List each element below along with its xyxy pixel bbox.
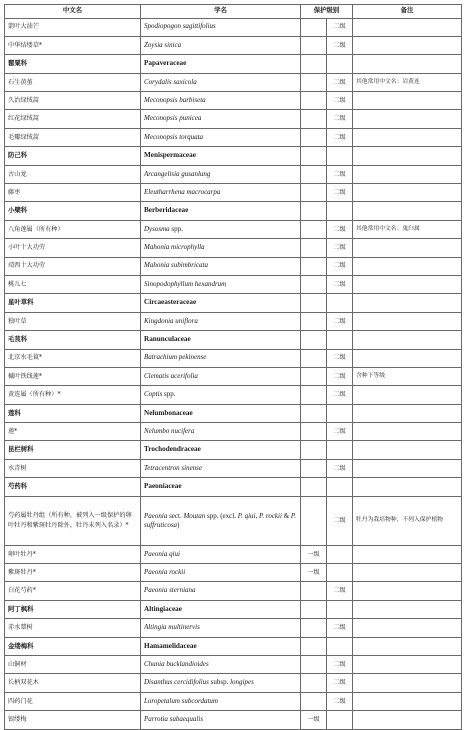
protection-level-2-cell: 二级 (327, 582, 353, 600)
scientific-name-cell (141, 165, 301, 183)
remarks-cell (353, 128, 462, 146)
protection-level-2-cell (327, 294, 353, 312)
sci-name-italic: Sinopodophyllum hexandrum (144, 279, 227, 288)
sci-name-italic: Dysosma (144, 224, 170, 233)
protection-level-2-cell (327, 600, 353, 618)
protection-level-1-cell (301, 423, 327, 441)
sci-name-roman: Berberidaceae (144, 206, 189, 215)
table-row (5, 564, 462, 582)
protection-level-2-cell: 二级 (327, 367, 353, 385)
protection-level-1-cell (301, 275, 327, 293)
scientific-name-cell (141, 92, 301, 110)
protected-plants-table (4, 4, 462, 730)
sci-name-italic: Altingia multinervis (144, 623, 200, 632)
sci-name-italic: Meconopsis punicea (144, 114, 202, 123)
chinese-name-cell: 卵叶牡丹* (5, 545, 141, 563)
table-row (5, 582, 462, 600)
sci-name-roman: subsp. (208, 678, 231, 687)
table-row (5, 92, 462, 110)
remarks-cell (353, 257, 462, 275)
protection-level-2-cell (327, 147, 353, 165)
chinese-name-cell: 八角莲属（所有种） (5, 220, 141, 238)
protection-level-2-cell: 二级 (327, 275, 353, 293)
sci-name-roman: Trochodendraceae (144, 445, 201, 454)
table-row (5, 496, 462, 545)
family-chinese-name: 罂粟科 (5, 55, 141, 73)
remarks-cell (353, 386, 462, 404)
protection-level-1-cell (301, 331, 327, 349)
sci-name-italic: Meconopsis torquata (144, 132, 204, 141)
protection-level-1-cell (301, 18, 327, 36)
remarks-cell: 其他常用中文名：岩黄连 (353, 73, 462, 91)
remarks-cell (353, 423, 462, 441)
sci-name-italic: Moutan (183, 511, 206, 520)
family-row (5, 600, 462, 618)
sci-name-roman: Ranunculaceae (144, 335, 191, 344)
family-chinese-name: 昆栏树科 (5, 441, 141, 459)
header-scientific-name: 学名 (141, 5, 301, 19)
protection-level-2-cell: 二级 (327, 349, 353, 367)
protection-level-2-cell: 二级 (327, 165, 353, 183)
remarks-cell (353, 692, 462, 710)
scientific-name-cell (141, 459, 301, 477)
remarks-cell (353, 441, 462, 459)
table-row (5, 619, 462, 637)
chinese-name-cell: 毛瓣绿绒蒿 (5, 128, 141, 146)
protection-level-2-cell: 二级 (327, 656, 353, 674)
scientific-name-cell (141, 312, 301, 330)
sci-name-italic: Coptis (144, 390, 163, 399)
chinese-name-cell: 红花绿绒蒿 (5, 110, 141, 128)
family-row (5, 147, 462, 165)
sci-name-italic: Kingdonia uniflora (144, 316, 198, 325)
protection-level-1-cell: 一级 (301, 545, 327, 563)
table-body (5, 18, 462, 729)
remarks-cell (353, 92, 462, 110)
family-chinese-name: 阿丁枫科 (5, 600, 141, 618)
remarks-cell (353, 18, 462, 36)
protection-level-1-cell (301, 220, 327, 238)
protection-level-1-cell (301, 165, 327, 183)
scientific-name-cell (141, 545, 301, 563)
protection-level-1-cell (301, 582, 327, 600)
protection-level-1-cell (301, 367, 327, 385)
family-chinese-name: 星叶草科 (5, 294, 141, 312)
protection-level-2-cell (327, 545, 353, 563)
scientific-name-cell (141, 349, 301, 367)
protection-level-2-cell: 二级 (327, 674, 353, 692)
chinese-name-cell: 银缕梅 (5, 711, 141, 729)
remarks-cell (353, 711, 462, 729)
remarks-cell (353, 478, 462, 496)
sci-name-roman: Circaeasteraceae (144, 298, 197, 307)
remarks-cell (353, 239, 462, 257)
scientific-name-cell (141, 656, 301, 674)
chinese-name-cell: 中华结缕草* (5, 36, 141, 54)
protection-level-1-cell (301, 459, 327, 477)
protection-level-1-cell (301, 656, 327, 674)
chinese-name-cell: 北京水毛茛* (5, 349, 141, 367)
remarks-cell (353, 404, 462, 422)
table-row (5, 656, 462, 674)
protection-level-1-cell (301, 619, 327, 637)
table-row (5, 257, 462, 275)
family-row (5, 202, 462, 220)
protection-level-2-cell: 二级 (327, 459, 353, 477)
family-row (5, 55, 462, 73)
protection-level-1-cell (301, 92, 327, 110)
chinese-name-cell: 黄连属（所有种）* (5, 386, 141, 404)
table-row (5, 367, 462, 385)
table-row (5, 275, 462, 293)
chinese-name-cell: 靖西十大功劳 (5, 257, 141, 275)
protection-level-1-cell (301, 496, 327, 545)
protection-level-2-cell: 二级 (327, 128, 353, 146)
sci-name-roman: Menispermaceae (144, 151, 196, 160)
scientific-name-cell (141, 423, 301, 441)
sci-name-roman: sect. (167, 511, 184, 520)
chinese-name-cell: 古山龙 (5, 165, 141, 183)
remarks-cell (353, 312, 462, 330)
chinese-name-cell: 长柄双花木 (5, 674, 141, 692)
table-row (5, 73, 462, 91)
protection-level-1-cell (301, 239, 327, 257)
sci-name-italic: Corydalis saxicola (144, 77, 197, 86)
sci-name-italic: Paeonia rockii (144, 567, 186, 576)
chinese-name-cell: 小叶十大功劳 (5, 239, 141, 257)
chinese-name-cell: 山铜材 (5, 656, 141, 674)
scientific-name-cell (141, 582, 301, 600)
family-scientific-name (141, 55, 301, 73)
scientific-name-cell (141, 73, 301, 91)
family-row (5, 441, 462, 459)
scientific-name-cell (141, 184, 301, 202)
chinese-name-cell: 紫斑牡丹* (5, 564, 141, 582)
table-row (5, 349, 462, 367)
scientific-name-cell (141, 220, 301, 238)
protection-level-1-cell (301, 312, 327, 330)
sci-name-roman: spp. (162, 390, 176, 399)
remarks-cell (353, 275, 462, 293)
family-scientific-name (141, 404, 301, 422)
scientific-name-cell (141, 367, 301, 385)
family-row (5, 637, 462, 655)
sci-name-roman: spp. (excl. (205, 511, 238, 520)
family-chinese-name: 金缕梅科 (5, 637, 141, 655)
chinese-name-cell: 藤枣 (5, 184, 141, 202)
sci-name-italic: P. qiui, P. rockii (237, 511, 282, 520)
table-row (5, 545, 462, 563)
family-scientific-name (141, 331, 301, 349)
chinese-name-cell: 久治绿绒蒿 (5, 92, 141, 110)
protection-level-2-cell: 二级 (327, 220, 353, 238)
remarks-cell (353, 459, 462, 477)
protection-level-2-cell (327, 331, 353, 349)
protection-level-2-cell: 二级 (327, 18, 353, 36)
protection-level-2-cell: 二级 (327, 496, 353, 545)
sci-name-italic: Zoysia sinica (144, 40, 182, 49)
table-row (5, 692, 462, 710)
scientific-name-cell (141, 711, 301, 729)
remarks-cell (353, 545, 462, 563)
protection-level-2-cell: 二级 (327, 619, 353, 637)
protection-level-1-cell (301, 202, 327, 220)
sci-name-italic: Spodiopogon sagittifolius (144, 22, 216, 31)
protection-level-1-cell: 一级 (301, 564, 327, 582)
remarks-cell (353, 55, 462, 73)
sci-name-italic: Eleutharrhena macrocarpa (144, 187, 221, 196)
protection-level-1-cell (301, 478, 327, 496)
scientific-name-cell (141, 110, 301, 128)
chinese-name-cell: 芍药属牡丹组（所有种，被列入一级保护的卵叶牡丹和紫斑牡丹除外，牡丹未列入名录）* (5, 496, 141, 545)
scientific-name-cell (141, 275, 301, 293)
remarks-cell (353, 110, 462, 128)
family-row (5, 478, 462, 496)
chinese-name-cell: 石生黄堇 (5, 73, 141, 91)
sci-name-roman: & (281, 511, 291, 520)
scientific-name-cell (141, 619, 301, 637)
chinese-name-cell: 莲* (5, 423, 141, 441)
sci-name-italic: Disanthus cercidifolius (144, 678, 209, 687)
chinese-name-cell: 桃儿七 (5, 275, 141, 293)
sci-name-italic: Batrachium pekinense (144, 353, 207, 362)
protection-level-2-cell: 二级 (327, 36, 353, 54)
family-scientific-name (141, 441, 301, 459)
family-row (5, 404, 462, 422)
scientific-name-cell (141, 386, 301, 404)
sci-name-italic: Paeonia (144, 511, 168, 520)
protection-level-2-cell (327, 711, 353, 729)
family-scientific-name (141, 478, 301, 496)
protection-level-2-cell (327, 637, 353, 655)
family-scientific-name (141, 637, 301, 655)
chinese-name-cell: 箭叶大油芒 (5, 18, 141, 36)
table-row (5, 423, 462, 441)
header-remarks: 备注 (353, 5, 462, 19)
chinese-name-cell: 四药门花 (5, 692, 141, 710)
header-chinese-name: 中文名 (5, 5, 141, 19)
family-chinese-name: 防己科 (5, 147, 141, 165)
family-chinese-name: 莲科 (5, 404, 141, 422)
table-row (5, 36, 462, 54)
family-row (5, 331, 462, 349)
table-row (5, 220, 462, 238)
scientific-name-cell (141, 18, 301, 36)
family-scientific-name (141, 294, 301, 312)
protection-level-1-cell (301, 637, 327, 655)
protection-level-1-cell (301, 184, 327, 202)
protection-level-2-cell: 二级 (327, 692, 353, 710)
chinese-name-cell: 独叶草 (5, 312, 141, 330)
protection-level-1-cell: 一级 (301, 711, 327, 729)
protection-level-1-cell (301, 386, 327, 404)
sci-name-roman: spp. (169, 224, 183, 233)
protection-level-2-cell: 二级 (327, 423, 353, 441)
remarks-cell (353, 36, 462, 54)
family-scientific-name (141, 147, 301, 165)
sci-name-roman: ) (177, 520, 180, 529)
table-row (5, 459, 462, 477)
protection-level-1-cell (301, 36, 327, 54)
table-row (5, 18, 462, 36)
sci-name-roman: Hamamelidaceae (144, 641, 197, 650)
remarks-cell (353, 637, 462, 655)
protection-level-2-cell: 二级 (327, 184, 353, 202)
protection-level-2-cell: 二级 (327, 312, 353, 330)
family-scientific-name (141, 202, 301, 220)
chinese-name-cell: 白花芍药* (5, 582, 141, 600)
family-scientific-name (141, 600, 301, 618)
sci-name-italic: Paeonia qiui (144, 549, 180, 558)
sci-name-roman: Paeoniaceae (144, 482, 182, 491)
table-row (5, 128, 462, 146)
protection-level-2-cell (327, 202, 353, 220)
table-row (5, 312, 462, 330)
table-header-row (5, 5, 462, 19)
remarks-cell (353, 331, 462, 349)
sci-name-italic: Parrotia subaequalis (144, 715, 204, 724)
sci-name-italic: Chunia bucklandioides (144, 659, 209, 668)
sci-name-italic: P. suffruticosa (144, 511, 297, 529)
protection-level-2-cell (327, 55, 353, 73)
protection-level-2-cell (327, 478, 353, 496)
sci-name-roman: Nelumbonaceae (144, 408, 193, 417)
protection-level-2-cell (327, 441, 353, 459)
sci-name-italic: Tetracentron sinense (144, 463, 203, 472)
remarks-cell (353, 582, 462, 600)
remarks-cell (353, 202, 462, 220)
protection-level-1-cell (301, 294, 327, 312)
sci-name-italic: Loropetalum subcordatum (144, 696, 218, 705)
chinese-name-cell: 槭叶铁线莲* (5, 367, 141, 385)
sci-name-italic: Mahonia microphylla (144, 243, 205, 252)
protection-level-2-cell: 二级 (327, 257, 353, 275)
table-row (5, 184, 462, 202)
protection-level-1-cell (301, 128, 327, 146)
scientific-name-cell (141, 564, 301, 582)
scientific-name-cell (141, 257, 301, 275)
protection-level-1-cell (301, 73, 327, 91)
table-row (5, 711, 462, 729)
family-chinese-name: 小檗科 (5, 202, 141, 220)
family-chinese-name: 芍药科 (5, 478, 141, 496)
protection-level-2-cell: 二级 (327, 92, 353, 110)
sci-name-italic: Meconopsis barbiseta (144, 95, 206, 104)
scientific-name-cell (141, 36, 301, 54)
protection-level-2-cell: 二级 (327, 110, 353, 128)
chinese-name-cell: 水青树 (5, 459, 141, 477)
scientific-name-cell (141, 128, 301, 146)
sci-name-italic: Nelumbo nucifera (144, 426, 195, 435)
protection-level-1-cell (301, 692, 327, 710)
protection-level-1-cell (301, 349, 327, 367)
protection-level-1-cell (301, 147, 327, 165)
remarks-cell (353, 600, 462, 618)
table-row (5, 110, 462, 128)
family-row (5, 294, 462, 312)
header-protection-level: 保护级别 (301, 5, 353, 19)
table-row (5, 165, 462, 183)
sci-name-italic: Clematis acerifolia (144, 371, 198, 380)
protection-level-2-cell (327, 404, 353, 422)
remarks-cell (353, 294, 462, 312)
remarks-cell (353, 656, 462, 674)
protection-level-2-cell: 二级 (327, 73, 353, 91)
table-row (5, 386, 462, 404)
remarks-cell: 牡丹为栽培物种，不列入保护植物 (353, 496, 462, 545)
chinese-name-cell: 赤水蕈树 (5, 619, 141, 637)
remarks-cell: 含种下等级 (353, 367, 462, 385)
remarks-cell (353, 165, 462, 183)
protection-level-1-cell (301, 110, 327, 128)
protection-level-2-cell: 二级 (327, 239, 353, 257)
protection-level-2-cell (327, 564, 353, 582)
sci-name-italic: Mahonia subimbricata (144, 261, 208, 270)
scientific-name-cell (141, 496, 301, 545)
remarks-cell (353, 349, 462, 367)
protection-level-1-cell (301, 441, 327, 459)
protection-level-2-cell: 二级 (327, 386, 353, 404)
remarks-cell: 其他常用中文名：鬼臼属 (353, 220, 462, 238)
protection-level-1-cell (301, 600, 327, 618)
protection-level-1-cell (301, 257, 327, 275)
family-chinese-name: 毛茛科 (5, 331, 141, 349)
scientific-name-cell (141, 692, 301, 710)
sci-name-italic: Paeonia sterniana (144, 586, 196, 595)
remarks-cell (353, 147, 462, 165)
sci-name-italic: Arcangelisia gusanlung (144, 169, 211, 178)
protection-level-1-cell (301, 404, 327, 422)
remarks-cell (353, 184, 462, 202)
scientific-name-cell (141, 239, 301, 257)
remarks-cell (353, 564, 462, 582)
sci-name-roman: Altingiaceae (144, 604, 182, 613)
remarks-cell (353, 619, 462, 637)
sci-name-roman: Papaveraceae (144, 59, 187, 68)
protection-level-1-cell (301, 55, 327, 73)
table-row (5, 239, 462, 257)
sci-name-italic: longipes (230, 678, 254, 687)
